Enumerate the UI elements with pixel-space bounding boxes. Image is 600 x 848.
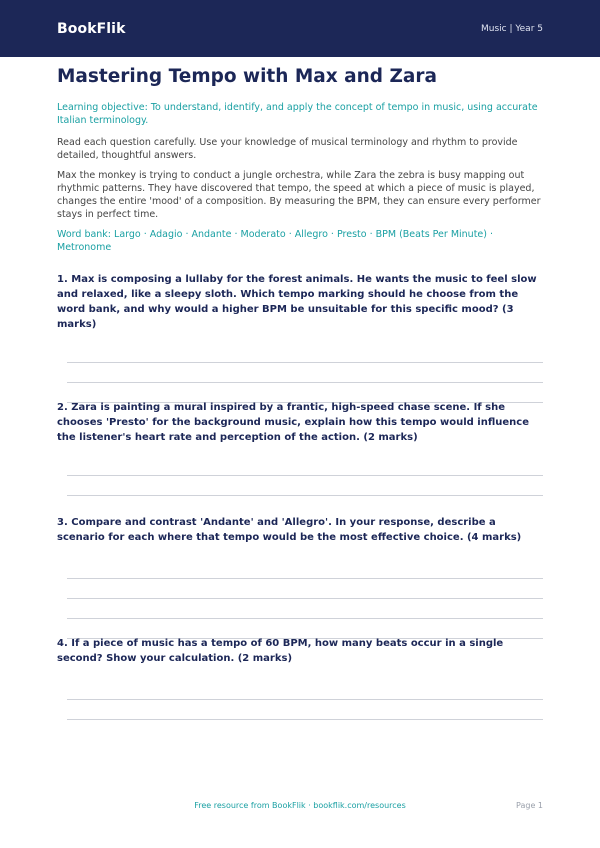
brand-logo: BookFlik (57, 20, 126, 37)
page-title: Mastering Tempo with Max and Zara (57, 66, 437, 87)
instructions: Read each question carefully. Use your knowledge of musical terminology and rhythm to provide detailed, thoughtful answers. (57, 137, 518, 161)
question-text: 3. Compare and contrast 'Andante' and 'Allegro'. In your response, describe a scenario for each where that tempo would be the most effective choice. (4 marks) (57, 517, 522, 543)
question-4 (57, 636, 543, 720)
page-number: Page 1 (516, 801, 543, 810)
question-text: 1. Max is composing a lullaby for the forest animals. He wants the music to feel slow and relaxed, like a sleepy sloth. Which tempo marking should he choose from the word bank, and why would a higher BPM be unsuitable for this specific mood? (3 marks) (57, 274, 537, 330)
answer-line[interactable] (67, 598, 543, 599)
intro-paragraph: Max the monkey is trying to conduct a jungle orchestra, while Zara the zebra is busy mapping out rhythmic patterns. They have discovered that tempo, the speed at which a piece of music is played, changes the entire 'mood' of a composition. By measuring the BPM, they can ensure every performer stays in perfect time. (57, 170, 541, 220)
worksheet-content (57, 66, 543, 720)
answer-line[interactable] (67, 362, 543, 363)
question-2 (57, 400, 543, 496)
answer-line[interactable] (67, 618, 543, 619)
footer-resource-link[interactable]: Free resource from BookFlik · bookflik.com/resources (194, 801, 406, 810)
question-1 (57, 272, 543, 403)
footer (0, 801, 600, 815)
subject-year-label: Music | Year 5 (480, 23, 543, 34)
answer-line[interactable] (67, 699, 543, 700)
answer-line[interactable] (67, 495, 543, 496)
answer-line[interactable] (67, 475, 543, 476)
answer-line[interactable] (67, 382, 543, 383)
answer-line[interactable] (67, 719, 543, 720)
learning-objective: Learning objective: To understand, identify, and apply the concept of tempo in music, using accurate Italian terminology. (57, 102, 538, 126)
question-3 (57, 515, 543, 639)
question-text: 2. Zara is painting a mural inspired by a frantic, high-speed chase scene. If she chooses 'Presto' for the background music, explain how this tempo would influence the listener's heart rate and perception of the action. (2 marks) (57, 402, 529, 443)
header-bar (0, 0, 600, 57)
answer-line[interactable] (67, 578, 543, 579)
question-text: 4. If a piece of music has a tempo of 60 BPM, how many beats occur in a single second? Show your calculation. (2 marks) (57, 638, 504, 664)
word-bank: Word bank: Largo · Adagio · Andante · Moderato · Allegro · Presto · BPM (Beats Per Minute) · Metronome (57, 229, 494, 253)
